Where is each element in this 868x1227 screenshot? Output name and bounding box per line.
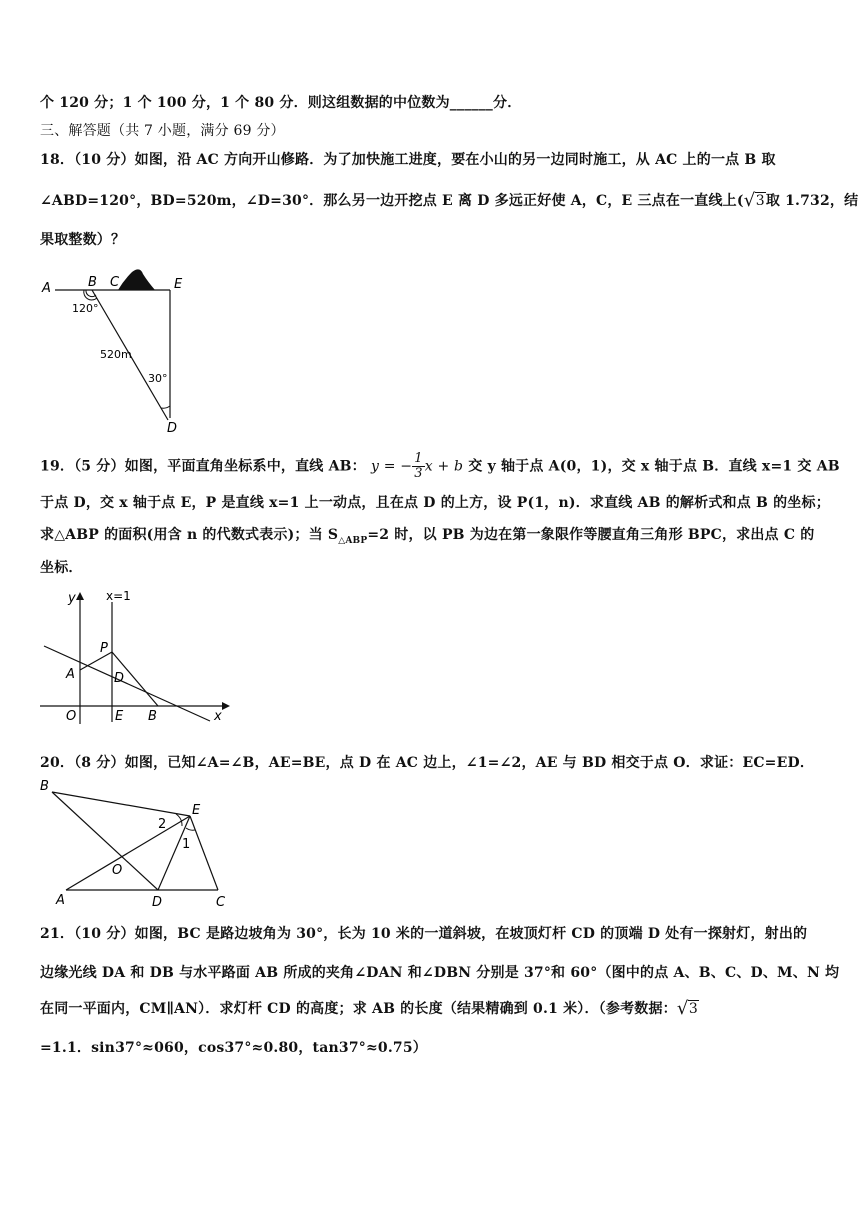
y-axis-arrow xyxy=(76,592,84,600)
q21-line-3a: 在同一平面内，CM∥AN）．求灯杆 CD 的高度；求 AB 的长度（结果精确到 0.1 米）．（参考数据： xyxy=(40,1001,677,1017)
label-a: A xyxy=(66,667,75,682)
q19-eq-lhs: y = − xyxy=(370,458,413,475)
radical-sign: √ xyxy=(676,998,689,1019)
label-e: E xyxy=(174,277,183,292)
x-axis-arrow xyxy=(222,702,230,710)
label-b: B xyxy=(40,779,49,794)
segment-ae xyxy=(66,816,190,890)
section-heading: 三、解答题（共 7 小题，满分 69 分） xyxy=(40,123,285,139)
q21-line-1: 21．（10 分）如图，BC 是路边坡角为 30°，长为 10 米的一道斜坡，在坡顶灯杆 CD 的顶端 D 处有一探射灯，射出的 xyxy=(40,926,808,942)
q18-line-2 xyxy=(40,190,858,210)
segment-ec xyxy=(190,816,218,890)
q19-line-3a: 求△ABP 的面积(用含 n 的代数式表示)；当 S xyxy=(40,527,339,543)
label-angle-2: 2 xyxy=(158,817,167,832)
segment-bd xyxy=(52,792,158,890)
q20-line-1: 20．（8 分）如图，已知∠A=∠B，AE=BE，点 D 在 AC 边上，∠1=∠2，AE 与 BD 相交于点 O．求证：EC=ED． xyxy=(40,755,815,771)
q18-line-2b: 取 1.732，结 xyxy=(765,193,859,209)
angle-d-arc xyxy=(161,406,170,408)
length-bd-label: 520m xyxy=(100,348,132,361)
q19-line-4: 坐标． xyxy=(40,560,83,576)
label-x: x xyxy=(214,709,222,724)
q19-line-3 xyxy=(40,524,814,546)
label-e: E xyxy=(115,709,124,724)
label-e: E xyxy=(192,803,201,818)
label-y: y xyxy=(68,591,76,606)
label-a: A xyxy=(42,281,51,296)
label-a: A xyxy=(56,893,65,908)
q18-sqrt xyxy=(743,190,766,211)
label-d: D xyxy=(152,895,163,908)
q17-tail-text: 个 120 分；1 个 100 分，1 个 80 分．则这组数据的中位数为______分． xyxy=(40,95,522,111)
q21-line-4: =1.1．sin37°≈060，cos37°≈0.80，tan37°≈0.75） xyxy=(40,1040,427,1056)
q19-eq-rhs: x + b xyxy=(424,458,464,475)
label-b: B xyxy=(148,709,157,724)
q18-sqrt-value: 3 xyxy=(755,193,765,209)
q19-line-1 xyxy=(40,452,840,481)
q19-line-1b: 交 y 轴于点 A(0，1)，交 x 轴于点 B．直线 x=1 交 AB xyxy=(468,458,840,475)
q18-line-3: 果取整数）？ xyxy=(40,232,126,248)
q19-line-2: 于点 D，交 x 轴于点 E，P 是直线 x=1 上一动点，且在点 D 的上方，设 P(1，n)．求直线 AB 的解析式和点 B 的坐标； xyxy=(40,495,830,511)
q19-figure xyxy=(40,588,230,728)
q21-line-3 xyxy=(40,998,699,1018)
label-p: P xyxy=(100,641,108,656)
q19-line-1a: 19．（5 分）如图，平面直角坐标系中，直线 AB： xyxy=(40,458,366,475)
q18-line-2a: ∠ABD=120°，BD=520m，∠D=30°．那么另一边开挖点 E 离 D 多远正好使 A，C，E 三点在一直线上( xyxy=(40,193,744,209)
label-d: D xyxy=(114,671,125,686)
q19-line-3b: =2 时，以 PB 为边在第一象限作等腰直角三角形 BPC，求出点 C 的 xyxy=(367,527,815,543)
q21-line-2: 边缘光线 DA 和 DB 与水平路面 AB 所成的夹角∠DAN 和∠DBN 分别是 37°和 60°（图中的点 A、B、C、D、M、N 均 xyxy=(40,965,840,981)
angle-1-arc xyxy=(186,828,195,830)
label-angle-1: 1 xyxy=(182,837,191,852)
label-c: C xyxy=(216,895,226,908)
q21-sqrt xyxy=(676,998,699,1019)
label-b: B xyxy=(88,275,97,290)
q19-eq-numerator: 1 xyxy=(414,451,423,466)
label-o: O xyxy=(66,709,77,724)
q18-line-1: 18．（10 分）如图，沿 AC 方向开山修路．为了加快施工进度，要在小山的另一边同时施工，从 AC 上的一点 B 取 xyxy=(40,152,776,168)
angle-b-label: 120° xyxy=(72,302,99,315)
label-d: D xyxy=(167,421,178,436)
segment-be xyxy=(52,792,190,816)
label-o: O xyxy=(112,863,123,878)
q20-figure xyxy=(40,776,240,908)
q19-eq-denominator: 3 xyxy=(414,466,423,481)
radical-sign: √ xyxy=(743,190,756,211)
hill-shape xyxy=(118,269,155,290)
q18-figure xyxy=(40,268,210,436)
q19-line-3-sub: △ABP xyxy=(338,535,368,546)
q21-sqrt-value: 3 xyxy=(688,1001,698,1017)
angle-d-label: 30° xyxy=(148,372,168,385)
label-x-equals-1: x=1 xyxy=(106,589,131,603)
q19-eq-fraction xyxy=(412,452,424,481)
label-c: C xyxy=(110,275,120,290)
